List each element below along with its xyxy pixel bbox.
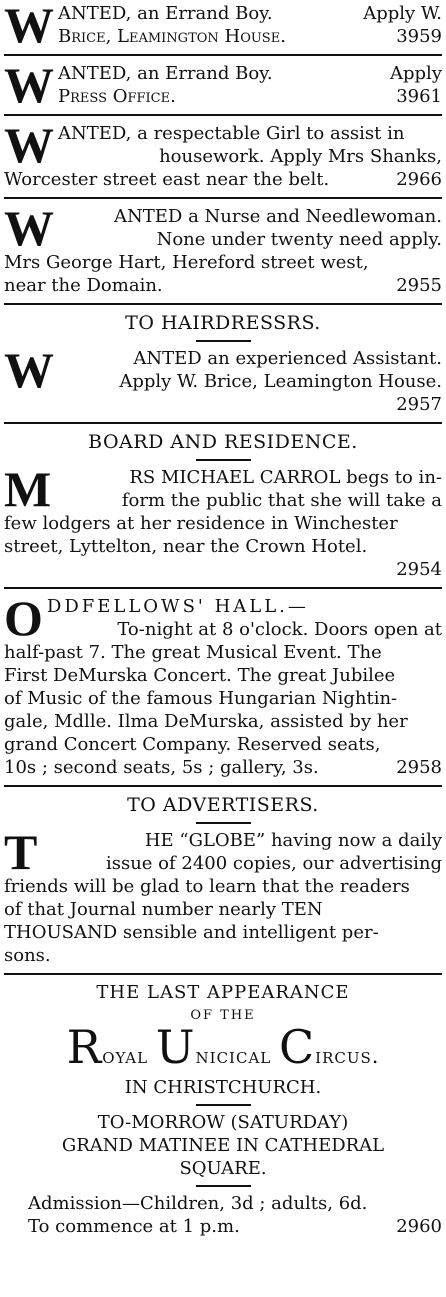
- drop-cap: W: [4, 0, 54, 53]
- divider: [4, 114, 442, 116]
- drop-cap: W: [4, 117, 54, 173]
- short-rule: [196, 340, 251, 342]
- short-rule: [196, 1185, 251, 1187]
- divider: [4, 303, 442, 305]
- ad-nurse: W ANTED a Nurse and Needlewoman. None under twenty need apply. Mrs George Hart, Hereford street west, near the Domain. 2955: [4, 200, 442, 296]
- ad-oddfellows-hall: O DDFELLOWS' HALL.— To-night at 8 o'clock. Doors open at half-past 7. The great Musical Event. The First DeMurska Concert. The great Jubilee of Music of the famous Hungarian Nightin- gale, Mdlle. Ilma DeMurska, assisted by her grand Concert Company. Reserved seats, 10s ; second seats, 5s ; gallery, 3s. 2958: [4, 590, 442, 778]
- ad-board-residence: M RS MICHAEL CARROL begs to in- form the public that she will take a few lodgers at her residence in Winchester street, Lyttelton, near the Crown Hotel. 2954: [4, 461, 442, 580]
- drop-cap: T: [4, 824, 38, 880]
- divider: [4, 54, 442, 56]
- short-rule: [196, 1104, 251, 1106]
- ad-respectable-girl: W ANTED, a respectable Girl to assist in housework. Apply Mrs Shanks, Worcester street east near the belt. 2966: [4, 117, 442, 190]
- divider: [4, 197, 442, 199]
- divider: [4, 973, 442, 975]
- drop-cap: W: [4, 342, 54, 398]
- ad-to-advertisers: T HE “GLOBE” having now a daily issue of 2400 copies, our advertising friends will be glad to learn that the readers of that Journal number nearly TEN THOUSAND sensible and intelligent per- sons.: [4, 824, 442, 966]
- short-rule: [196, 822, 251, 824]
- section-heading: BOARD AND RESIDENCE.: [88, 431, 358, 453]
- drop-cap: W: [4, 57, 54, 113]
- drop-cap: O: [4, 590, 43, 646]
- divider: [4, 785, 442, 787]
- drop-cap: M: [4, 461, 52, 517]
- ad-circus: THE LAST APPEARANCE OF THE Royal Unicical Circus. IN CHRISTCHURCH. TO-MORROW (SATURDAY) GRAND MATINEE IN CATHEDRAL SQUARE. Admission—Children, 3d ; adults, 6d. To commence at 1 p.m. 2960: [0, 981, 446, 1238]
- divider: [4, 587, 442, 589]
- divider: [4, 422, 442, 424]
- drop-cap: W: [4, 200, 54, 256]
- section-heading: TO HAIRDRESSRS.: [125, 312, 321, 334]
- ad-errand-boy-press: W ANTED, an Errand Boy. Apply Press Office. 3961: [4, 57, 442, 113]
- circus-title: Royal Unicical Circus.: [66, 1020, 380, 1074]
- section-heading: TO ADVERTISERS.: [127, 794, 319, 816]
- ad-hairdresser: W ANTED an experienced Assistant. Apply W. Brice, Leamington House. 2957: [4, 342, 442, 415]
- short-rule: [196, 459, 251, 461]
- ad-errand-boy-brice: W ANTED, an Errand Boy. Apply W. Brice, Leamington House. 3959: [4, 0, 442, 53]
